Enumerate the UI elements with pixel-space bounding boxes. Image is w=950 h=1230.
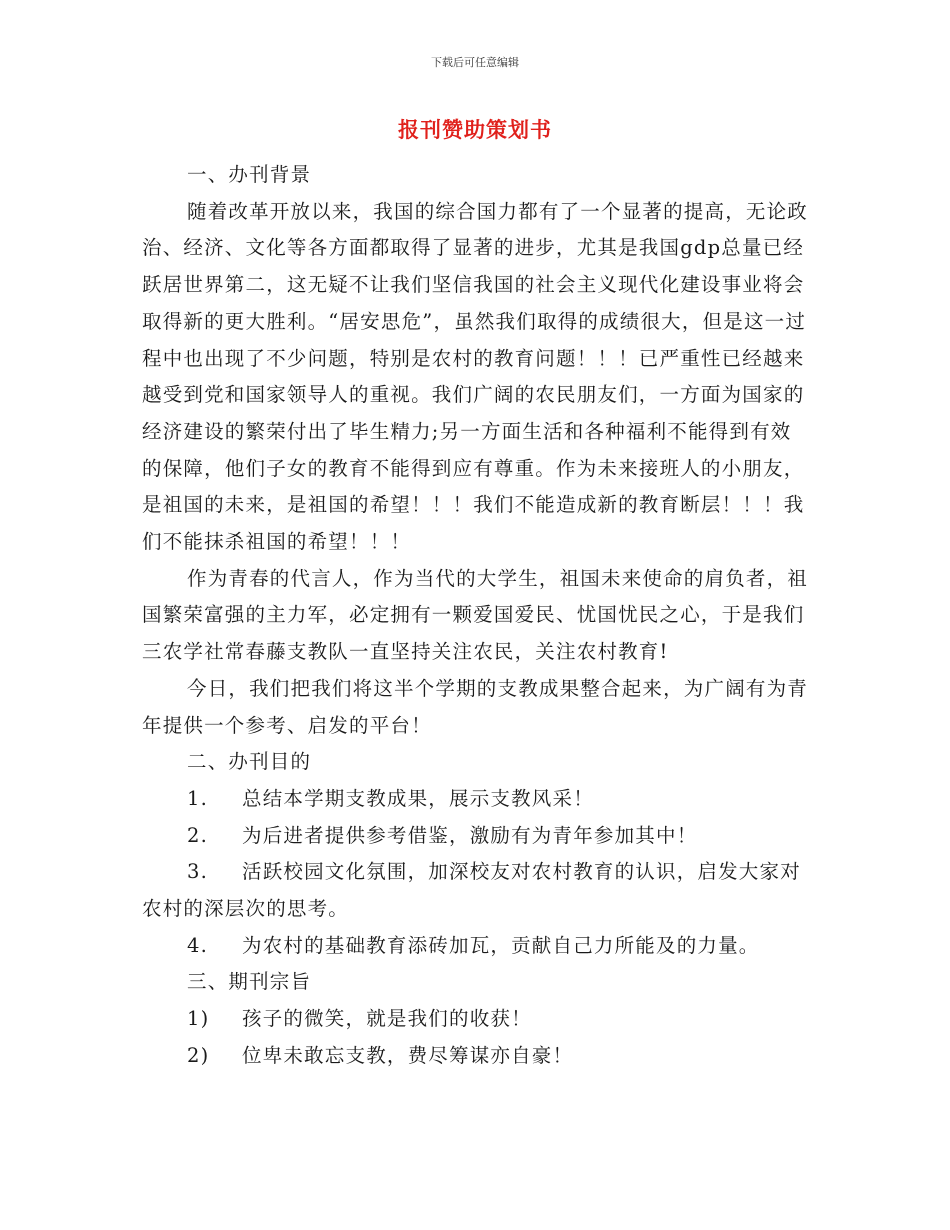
header-note: 下载后可任意编辑: [431, 56, 519, 69]
section-heading-background: 一、办刊背景: [187, 163, 312, 186]
list-item-text: 总结本学期支教成果，展示支教风采！: [242, 786, 594, 810]
list-item: [142, 854, 810, 927]
document-body: [142, 157, 810, 1075]
list-item: [142, 818, 810, 855]
document-title: 报刊赞助策划书: [398, 118, 552, 142]
list-item: [142, 928, 810, 965]
paragraph-background-1: 随着改革开放以来，我国的综合国力都有了一个显著的提高，无论政治、经济、文化等各方面都取得了显著的进步，尤其是我国gdp总量已经跃居世界第二，这无疑不让我们坚信我国的社会主义现代化建设事业将会取得新的更大胜利。“居安思危”，虽然我们取得的成绩很大，但是这一过程中也出现了不少问题，特别是农村的教育问题！！！已严重性已经越来越受到党和国家领导人的重视。我们广阔的农民朋友们，一方面为国家的经济建设的繁荣付出了毕生精力;另一方面生活和各种福利不能得到有效的保障，他们子女的教育不能得到应有尊重。作为未来接班人的小朋友，是祖国的未来，是祖国的希望！！！我们不能造成新的教育断层！！！我们不能抹杀祖国的希望！！！: [142, 199, 809, 554]
list-item: [142, 1001, 810, 1038]
list-item-text: 位卑未敢忘支教，费尽筹谋亦自豪！: [242, 1043, 574, 1067]
list-item-text: 为后进者提供参考借鉴，激励有为青年参加其中！: [242, 823, 698, 847]
list-item-number: 1.: [187, 786, 209, 810]
section-heading-purpose: 二、办刊目的: [187, 750, 312, 774]
list-item-number: 1): [187, 1007, 210, 1031]
paragraph-background-2: 作为青春的代言人，作为当代的大学生，祖国未来使命的肩负者，祖国繁荣富强的主力军，必定拥有一颗爱国爱民、忧国忧民之心，于是我们三农学社常春藤支教队一直坚持关注农民，关注农村教育!: [142, 566, 809, 664]
list-item: [142, 781, 810, 818]
list-item-number: 4.: [187, 933, 209, 957]
section-heading-tenet: 三、期刊宗旨: [187, 970, 312, 994]
paragraph-background-3: 今日，我们把我们将这半个学期的支教成果整合起来，为广阔有为青年提供一个参考、启发的平台！: [142, 676, 809, 737]
list-item-text: 活跃校园文化氛围，加深校友对农村教育的认识，启发大家对农村的深层次的思考。: [142, 860, 801, 921]
list-item-number: 2): [187, 1043, 210, 1067]
list-item: [142, 1038, 810, 1075]
list-item-text: 为农村的基础教育添砖加瓦，贡献自己力所能及的力量。: [242, 933, 760, 957]
list-item-number: 2.: [187, 823, 209, 847]
list-item-text: 孩子的微笑，就是我们的收获！: [242, 1007, 532, 1031]
list-item-number: 3.: [187, 860, 209, 884]
